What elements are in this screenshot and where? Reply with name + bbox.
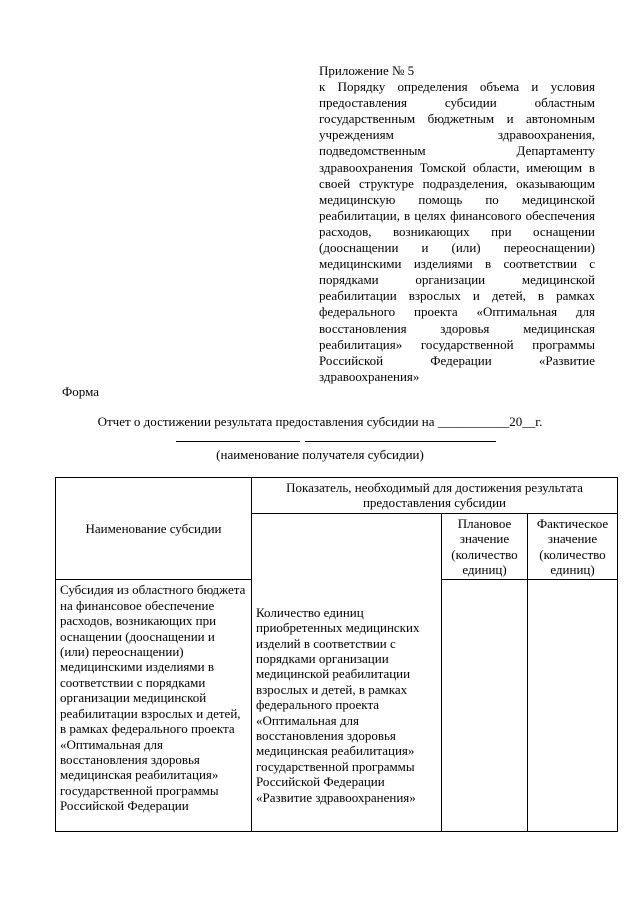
- header-planned-value: Плановое значение (количество единиц): [442, 513, 528, 580]
- appendix-block: [319, 63, 595, 385]
- header-subsidy-name: Наименование субсидии: [56, 478, 252, 580]
- cell-actual-value[interactable]: [528, 580, 618, 832]
- appendix-title: Приложение № 5: [319, 63, 415, 78]
- cell-planned-value[interactable]: [442, 580, 528, 832]
- appendix-text: к Порядку определения объема и условия предоставления субсидии областным государственным бюджетным и автономным учреждениям здравоохранения, подведомственным Департаменту здравоохранения Томской области, имеющим в своей структуре подразделения, оказывающим медицинскую помощь по медицинской реабилитации, в целях финансового обеспечения расходов, возникающих при оснащении (дооснащении и (или) переоснащении) медицинскими изделиями в соответствии с порядками организации медицинской реабилитации взрослых и детей, в рамках федерального проекта «Оптимальная для восстановления здоровья медицинская реабилитация» государственной программы Российской Федерации «Развитие здравоохранения»: [319, 79, 595, 384]
- report-table: [55, 477, 618, 832]
- underline-gap: [300, 438, 305, 443]
- cell-indicator: Количество единиц приобретенных медицинских изделий в соответствии с порядками организации медицинской реабилитации взрослых и детей, в рамках федерального проекта «Оптимальная для восстановления здоровья медицинская реабилитация» государственной программы Российской Федерации «Развитие здравоохранения»: [252, 513, 442, 831]
- header-indicator-group: Показатель, необходимый для достижения результата предоставления субсидии: [252, 478, 618, 514]
- recipient-caption: (наименование получателя субсидии): [216, 447, 424, 462]
- header-actual-value: Фактическое значение (количество единиц): [528, 513, 618, 580]
- report-title: Отчет о достижении результата предоставления субсидии на ___________20__г.: [97, 414, 543, 429]
- recipient-underline: [176, 441, 496, 442]
- cell-subsidy-name: Субсидия из областного бюджета на финансовое обеспечение расходов, возникающих при оснащении (дооснащении и (или) переоснащении) медицинскими изделиями в соответствии с порядками организации медицинской реабилитации взрослых и детей, в рамках федерального проекта «Оптимальная для восстановления здоровья медицинская реабилитация» государственной программы Российской Федерации: [56, 580, 252, 832]
- form-label: Форма: [62, 384, 99, 399]
